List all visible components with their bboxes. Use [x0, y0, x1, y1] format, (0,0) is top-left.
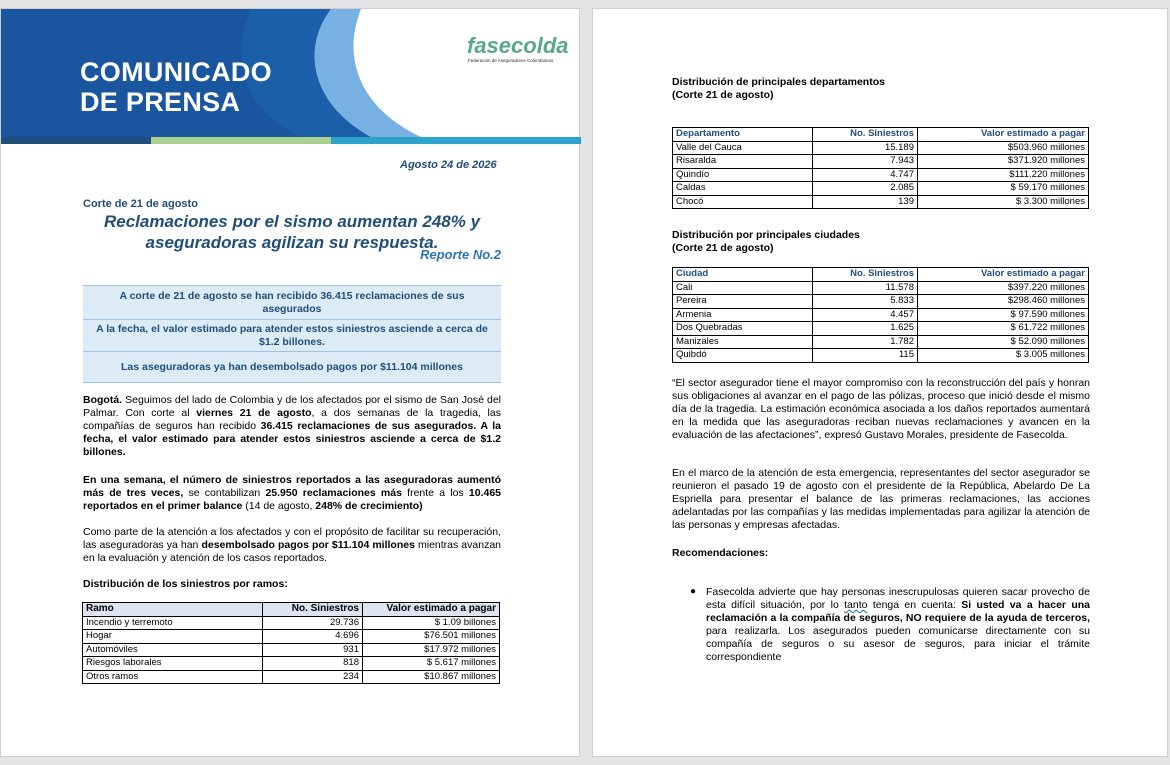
table-row: Dos Quebradas 1.625 $ 61.722 millones	[673, 322, 1089, 336]
report-number: Reporte No.2	[420, 247, 501, 262]
table-row: Incendio y terremoto 29.736 $ 1.09 billones	[83, 616, 500, 630]
president-quote: “El sector asegurador tiene el mayor compromiso con la reconstrucción del país y honran sus obligaciones al avanzar en el pago de las pólizas, proceso que inició desde el mismo día de la tragedia. La estimación económica asociada a los daños reportados aumentará en la medida que las aseguradoras reciban nuevas reclamaciones y avancen en la evaluación de las afectaciones”, expresó Gustavo Morales, presidente de Fasecolda.	[672, 377, 1090, 441]
cutoff-label: Corte de 21 de agosto	[83, 198, 198, 210]
table-row: Cali 11.578 $397.220 millones	[673, 281, 1089, 295]
fasecolda-logo: fasecolda	[467, 33, 569, 58]
paragraph-meeting: En el marco de la atención de esta emergencia, representantes del sector asegurador se reunieron el pasado 19 de agosto con el presidente de la República, Abelardo De La Espriella para presentar el balance de las primeras reclamaciones, las acciones adelantadas por las compañías y las medidas implementadas para agilizar la atención de las personas y empresas afectadas.	[672, 467, 1090, 531]
table-row: Riesgos laborales 818 $ 5.617 millones	[83, 657, 500, 671]
column-header: No. Siniestros	[263, 603, 363, 617]
press-date: Agosto 24 de 2026	[400, 159, 497, 171]
claims-by-line-table	[82, 602, 500, 684]
table-row: Valle del Cauca 15.189 $503.960 millones	[673, 141, 1089, 155]
column-header: Valor estimado a pagar	[363, 603, 500, 617]
column-header: Valor estimado a pagar	[918, 128, 1089, 142]
city-table	[672, 267, 1089, 363]
table-row: Risaralda 7.943 $371.920 millones	[673, 155, 1089, 169]
highlight-box: A la fecha, el valor estimado para atender estos siniestros asciende a cerca de $1.2 billones.	[83, 319, 501, 351]
dept-table-title: Distribución de principales departamentos (Corte 21 de agosto)	[672, 76, 885, 101]
highlight-box: Las aseguradoras ya han desembolsado pagos por $11.104 millones	[83, 351, 501, 383]
column-header: Valor estimado a pagar	[918, 268, 1089, 282]
recommendations-heading: Recomendaciones:	[672, 547, 769, 559]
recommendation-item: Fasecolda advierte que hay personas inescrupulosas quieren sacar provecho de esta difícil situación, por lo tanto tenga en cuenta: Si usted va a hacer una reclamación a la compañía de seguros, NO requiere de la ayuda de terceros, para realizarla. Los asegurados pueden comunicarse directamente con su compañía de seguros o su asesor de seguros, para iniciar el trámite correspondiente	[706, 586, 1090, 663]
paragraph-intro: Bogotá. Seguimos del lado de Colombia y de los afectados por el sismo de San José del Palmar. Con corte al viernes 21 de agosto, a dos semanas de la tragedia, las compañías de seguros han recibido 36.415 reclamaciones de sus asegurados. A la fecha, el valor estimado para atender estos siniestros asciende a cerca de $1.2 billones.	[83, 394, 501, 458]
column-header: No. Siniestros	[813, 268, 918, 282]
table-row: Automóviles 931 $17.972 millones	[83, 643, 500, 657]
column-header: No. Siniestros	[813, 128, 918, 142]
table-row: Quindío 4.747 $111.220 millones	[673, 168, 1089, 182]
table-row: Hogar 4.696 $76.501 millones	[83, 630, 500, 644]
table-row: Armenia 4.457 $ 97.590 millones	[673, 308, 1089, 322]
page-1	[0, 8, 580, 757]
table-row: Chocó 139 $ 3.300 millones	[673, 195, 1089, 209]
press-banner	[1, 9, 581, 144]
highlight-box: A corte de 21 de agosto se han recibido 36.415 reclamaciones de sus asegurados	[83, 285, 501, 319]
column-header: Departamento	[673, 128, 813, 142]
paragraph-payments: Como parte de la atención a los afectados y con el propósito de facilitar su recuperación, las aseguradoras ya han desembolsado pagos por $11.104 millones mientras avanzan en la evaluación y atención de los casos reportados.	[83, 526, 502, 564]
city-table-title: Distribución por principales ciudades (Corte 21 de agosto)	[672, 229, 860, 254]
banner-title: COMUNICADO DE PRENSA	[80, 57, 272, 117]
table-title: Distribución de los siniestros por ramos:	[83, 578, 288, 590]
table-row: Caldas 2.085 $ 59.170 millones	[673, 182, 1089, 196]
table-row: Manizales 1.782 $ 52.090 millones	[673, 335, 1089, 349]
paragraph-growth: En una semana, el número de siniestros reportados a las aseguradoras aumentó más de tres veces, se contabilizan 25.950 reclamaciones más frente a los 10.465 reportados en el primer balance (14 de agosto, 248% de crecimiento)	[83, 474, 502, 512]
column-header: Ramo	[83, 603, 263, 617]
table-row: Quibdó 115 $ 3.005 millones	[673, 349, 1089, 363]
logo-subtitle: Federación de Aseguradores Colombianos	[468, 58, 554, 63]
headline: Reclamaciones por el sismo aumentan 248% y aseguradoras agilizan su respuesta.	[103, 212, 481, 252]
table-row: Pereira 5.833 $298.460 millones	[673, 295, 1089, 309]
column-header: Ciudad	[673, 268, 813, 282]
department-table	[672, 127, 1089, 209]
bullet-icon: ●	[690, 586, 697, 597]
table-row: Otros ramos 234 $10.867 millones	[83, 670, 500, 684]
